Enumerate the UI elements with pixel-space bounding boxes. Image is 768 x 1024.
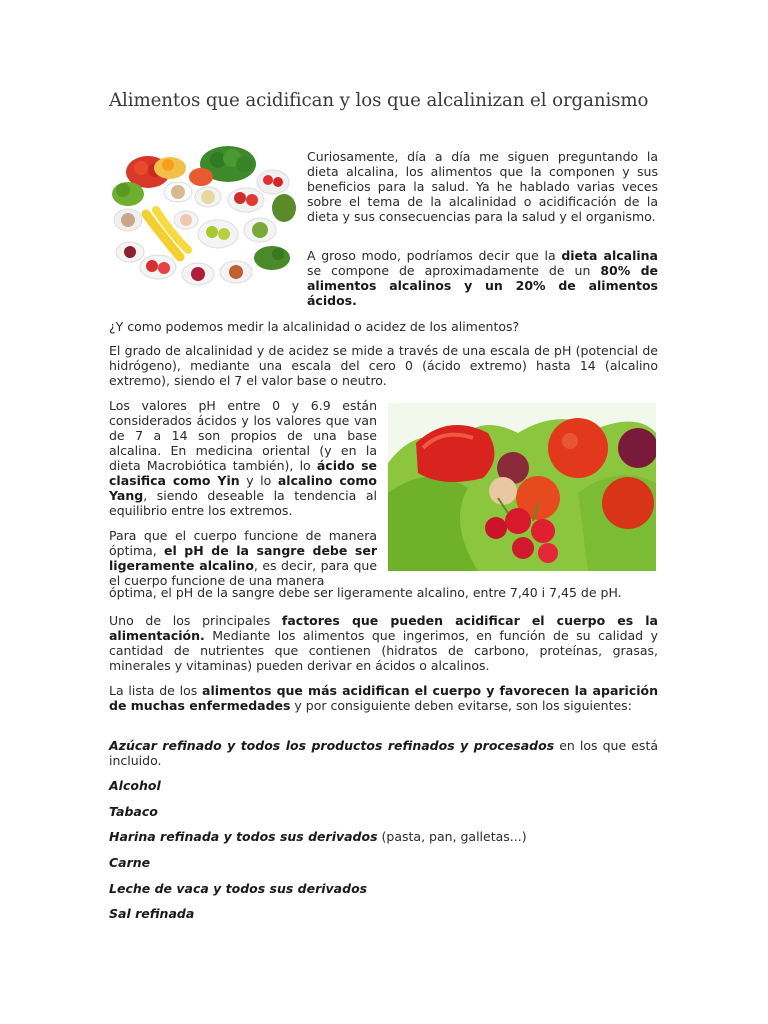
list-item: Azúcar refinado y todos los productos refinados y procesados en los que está incluido. bbox=[109, 738, 659, 768]
question-paragraph: ¿Y como podemos medir la alcalinidad o acidez de los alimentos? bbox=[109, 319, 520, 334]
blood-ph-paragraph-cont: óptima, el pH de la sangre debe ser ligeramente alcalino, entre 7,40 i 7,45 de pH. bbox=[109, 585, 622, 600]
list-item: Carne bbox=[109, 855, 151, 870]
list-item: Harina refinada y todos sus derivados (pasta, pan, galletas...) bbox=[109, 829, 527, 844]
blood-ph-paragraph: Para que el cuerpo funcione de manera óptima, el pH de la sangre debe ser ligeramente alcalino, es decir, para que el cuerpo funcione de una manera bbox=[109, 528, 378, 588]
diet-summary-paragraph: A groso modo, podríamos decir que la dieta alcalina se compone de aproximadamente de un 80% de alimentos alcalinos y un 20% de alimentos ácidos. bbox=[307, 248, 659, 308]
intro-paragraph: Curiosamente, día a día me siguen preguntando la dieta alcalina, los alimentos que la componen y sus beneficios para la salud. Ya he hablado varias veces sobre el tema de la alcalinidad o acidificación de la dieta y sus consecuencias para la salud y el organismo. bbox=[307, 149, 658, 224]
acidify-factors-paragraph: Uno de los principales factores que pueden acidificar el cuerpo es la alimentación. Mediante los alimentos que ingerimos, en función de su calidad y cantidad de nutrientes que contienen (hidratos de carbono, proteínas, grasas, minerales y vitaminas) pueden derivar en ácidos o alcalinos. bbox=[109, 613, 658, 673]
vegetables-image bbox=[388, 403, 656, 571]
list-item: Alcohol bbox=[109, 778, 161, 793]
bowls-of-food-image bbox=[108, 142, 298, 297]
list-item: Tabaco bbox=[109, 804, 158, 819]
page-title: Alimentos que acidifican y los que alcalinizan el organismo bbox=[109, 90, 649, 111]
list-item: Leche de vaca y todos sus derivados bbox=[109, 881, 368, 896]
acidic-foods-intro-paragraph: La lista de los alimentos que más acidifican el cuerpo y favorecen la aparición de muchas enfermedades y por consiguiente deben evitarse, son los siguientes: bbox=[109, 683, 659, 713]
list-item: Sal refinada bbox=[109, 906, 195, 921]
ph-values-paragraph: Los valores pH entre 0 y 6.9 están considerados ácidos y los valores que van de 7 a 14 son propios de una base alcalina. En medicina oriental (y en la dieta Macrobiótica también), lo ácido se clasifica como Yin y lo alcalino como Yang, siendo deseable la tendencia al equilibrio entre los extremos. bbox=[109, 398, 378, 518]
ph-scale-paragraph: El grado de alcalinidad y de acidez se mide a través de una escala de pH (potencial de hidrógeno), mediante una escala del cero 0 (ácido extremo) hasta 14 (alcalino extremo), siendo el 7 el valor base o neutro. bbox=[109, 343, 658, 388]
